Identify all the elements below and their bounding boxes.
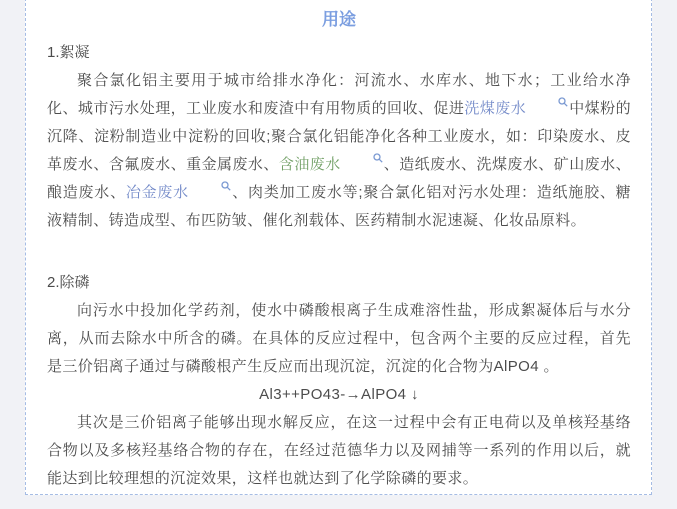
section-2-heading: 2.除磷	[47, 274, 90, 291]
body-text-run: Al3++PO43-→AlPO4 ↓	[259, 386, 419, 403]
article-container	[25, 0, 652, 495]
section-phosphorus-removal	[47, 269, 631, 493]
section-2-paragraph-1	[47, 297, 631, 381]
body-text-run: 中煤粉的沉降、淀粉制造业中淀粉的回收;聚合氯化铝能净化各种工业废水，如：印染废水、皮革废水、含氟废水、重金属废水、	[47, 100, 631, 173]
section-1-paragraph	[47, 67, 631, 235]
keyword-search-link[interactable]: 洗煤废水	[464, 100, 527, 117]
section-2-paragraph-2	[47, 409, 631, 493]
section-flocculation	[47, 39, 631, 235]
search-magnifier-icon[interactable]	[191, 181, 231, 191]
article-title: 用途	[322, 10, 356, 29]
keyword-search-link[interactable]: 冶金废水	[125, 184, 189, 201]
search-magnifier-icon[interactable]	[343, 153, 383, 163]
section-1-heading: 1.絮凝	[47, 44, 90, 61]
body-text-run: 其次是三价铝离子能够出现水解反应，在这一过程中会有正电荷以及单核羟基络合物以及多核羟基络合物的存在，在经过范德华力以及网捕等一系列的作用以后，就能达到比较理想的沉淀效果，这样也就达到了化学除磷的要求。	[47, 414, 631, 487]
body-text-run: 聚合氯化铝主要用于城市给排水净化：河流水、水库水、地下水；工业给水净化、城市污水处理，工业废水和废渣中有用物质的回收、促进	[47, 72, 631, 117]
search-magnifier-icon[interactable]	[528, 97, 568, 107]
chemical-formula	[47, 381, 631, 409]
body-text-run: 向污水中投加化学药剂，使水中磷酸根离子生成难溶性盐，形成絮凝体后与水分离，从而去除水中所含的磷。在具体的反应过程中，包含两个主要的反应过程，首先是三价铝离子通过与磷酸根产生反应而出现沉淀，沉淀的化合物为AlPO4 。	[47, 302, 631, 375]
body-text-run: 、造纸废水、洗煤废水、矿山废水、酿造废水、	[47, 156, 631, 201]
keyword-search-link[interactable]: 含油废水	[278, 156, 341, 173]
body-text-run: 、肉类加工废水等;聚合氯化铝对污水处理：造纸施胶、糖液精制、铸造成型、布匹防皱、催化剂载体、医药精制水泥速凝、化妆品原料。	[47, 184, 631, 229]
